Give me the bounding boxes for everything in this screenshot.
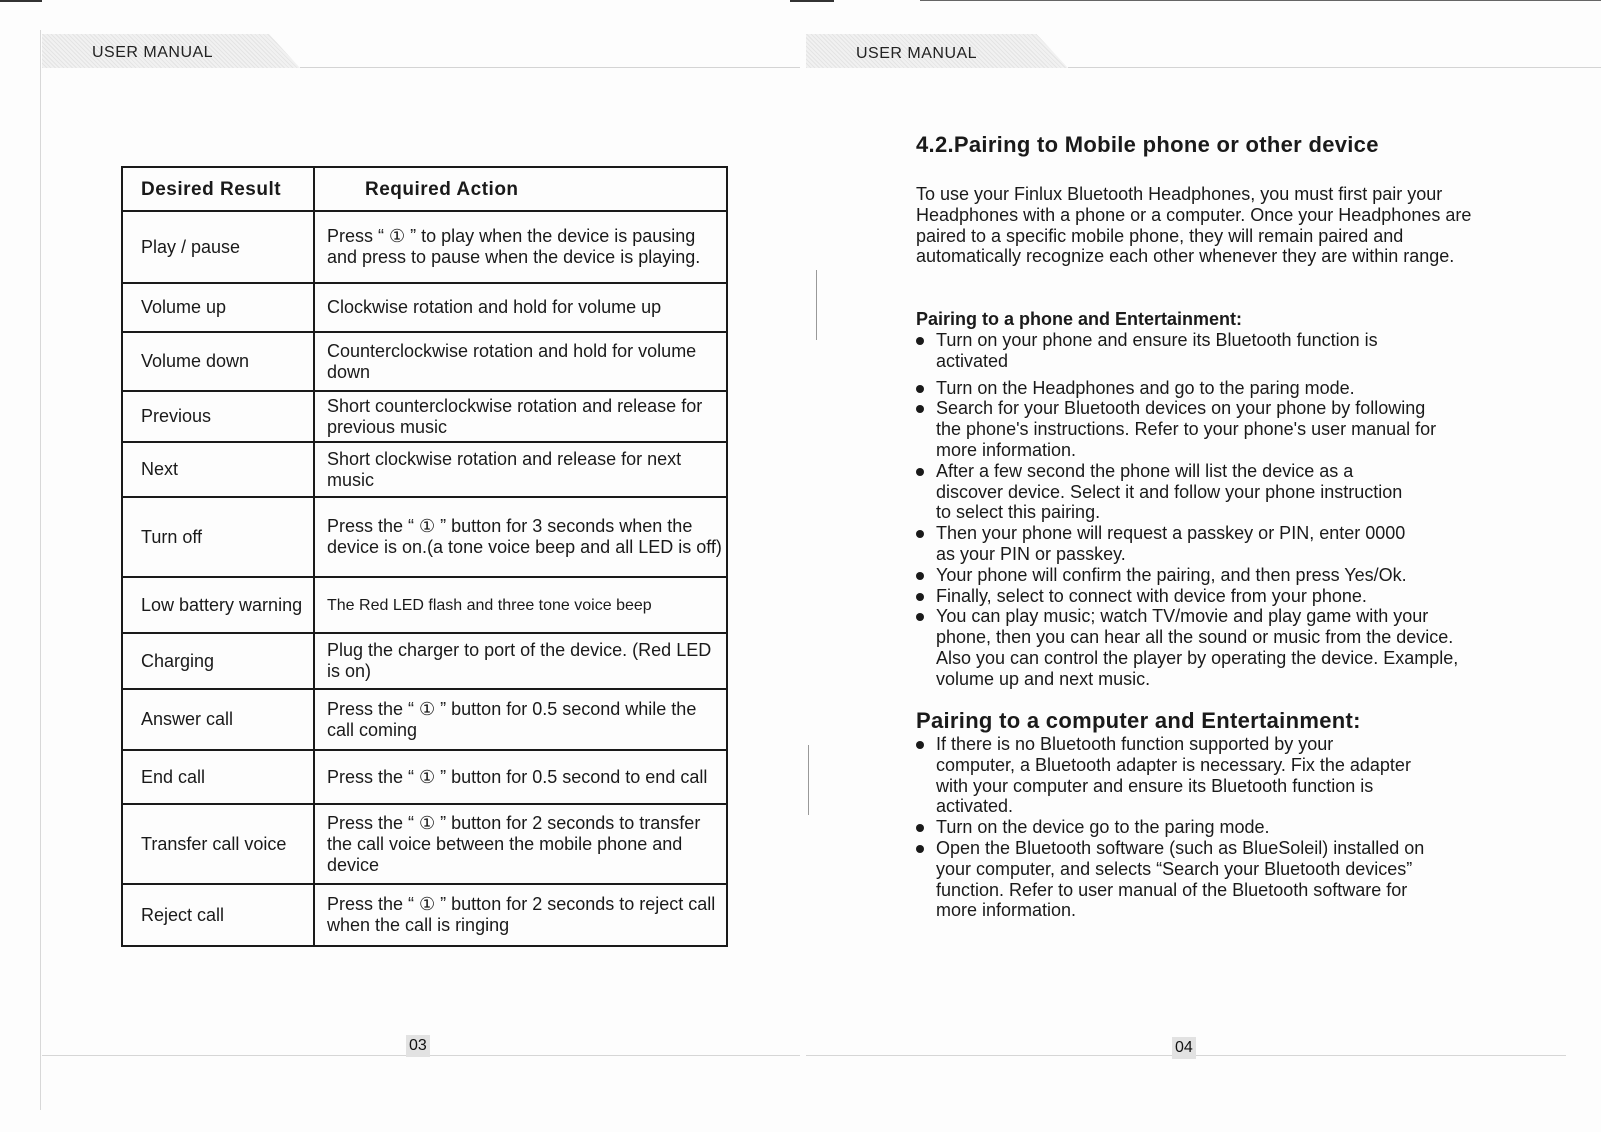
desired-result: Turn off — [122, 497, 314, 577]
table-row — [122, 577, 727, 633]
desired-result: Volume up — [122, 283, 314, 332]
list-item: Turn on the device go to the paring mode. — [916, 817, 1436, 838]
list-item: Open the Bluetooth software (such as BlueSoleil) installed on your computer, and selects “Search your Bluetooth devices” function. Refer to user manual of the Bluetooth software for more information. — [916, 838, 1441, 921]
desired-result: Reject call — [122, 884, 314, 946]
computer-pairing-title: Pairing to a computer and Entertainment: — [916, 708, 1361, 733]
table-row — [122, 633, 727, 689]
table-row — [122, 283, 727, 332]
table-row — [122, 750, 727, 804]
desired-result: Volume down — [122, 332, 314, 391]
required-action: The Red LED flash and three tone voice beep — [314, 577, 727, 633]
list-item: Finally, select to connect with device from your phone. — [916, 586, 1476, 607]
table-row — [122, 332, 727, 391]
column-header-action: Required Action — [314, 167, 727, 211]
table-row — [122, 689, 727, 750]
phone-pairing-list — [916, 330, 1476, 690]
table-row — [122, 391, 727, 442]
left-header-label: USER MANUAL — [92, 44, 214, 61]
desired-result: Previous — [122, 391, 314, 442]
required-action: Short counterclockwise rotation and release for previous music — [314, 391, 727, 442]
scan-top-edge — [0, 0, 1601, 2]
list-item: Search for your Bluetooth devices on your phone by following the phone's instructions. Refer to your phone's user manual for more information. — [916, 398, 1446, 460]
required-action: Plug the charger to port of the device. (Red LED is on) — [314, 633, 727, 689]
required-action: Clockwise rotation and hold for volume up — [314, 283, 727, 332]
desired-result: Charging — [122, 633, 314, 689]
list-item: Turn on the Headphones and go to the paring mode. — [916, 378, 1476, 399]
list-item: If there is no Bluetooth function supported by your computer, a Bluetooth adapter is necessary. Fix the adapter with your computer and ensure its Bluetooth function is activated. — [916, 734, 1411, 817]
section-title: 4.2.Pairing to Mobile phone or other device — [916, 132, 1379, 157]
phone-pairing-title: Pairing to a phone and Entertainment: — [916, 309, 1243, 329]
list-item: After a few second the phone will list the device as a discover device. Select it and follow your phone instruction to select this pairing. — [916, 461, 1411, 523]
required-action: Press the “ ① ” button for 3 seconds when the device is on.(a tone voice beep and all LED is off) — [314, 497, 727, 577]
required-action: Press “ ① ” to play when the device is pausing and press to pause when the device is playing. — [314, 211, 727, 283]
list-item: Then your phone will request a passkey or PIN, enter 0000 as your PIN or passkey. — [916, 523, 1421, 565]
gutter-mark — [808, 745, 809, 815]
list-item: Your phone will confirm the pairing, and then press Yes/Ok. — [916, 565, 1476, 586]
table-row — [122, 804, 727, 884]
desired-result: Answer call — [122, 689, 314, 750]
required-action: Press the “ ① ” button for 0.5 second while the call coming — [314, 689, 727, 750]
computer-pairing-list — [916, 734, 1436, 921]
desired-result: End call — [122, 750, 314, 804]
column-header-result: Desired Result — [122, 167, 314, 211]
page-edge — [40, 30, 41, 1110]
gutter-mark — [816, 270, 817, 340]
list-item: Turn on your phone and ensure its Bluetooth function is activated — [916, 330, 1416, 372]
table-row — [122, 211, 727, 283]
table-row — [122, 442, 727, 497]
desired-result: Transfer call voice — [122, 804, 314, 884]
list-item: You can play music; watch TV/movie and play game with your phone, then you can hear all the sound or music from the device. Also you can control the player by operating the device. Example, volume up and next music. — [916, 606, 1466, 689]
desired-result: Play / pause — [122, 211, 314, 283]
required-action: Counterclockwise rotation and hold for volume down — [314, 332, 727, 391]
table-row — [122, 884, 727, 946]
desired-result: Low battery warning — [122, 577, 314, 633]
table-row — [122, 497, 727, 577]
table-header-row — [122, 167, 727, 211]
right-header-label: USER MANUAL — [856, 45, 978, 62]
required-action: Press the “ ① ” button for 2 seconds to reject call when the call is ringing — [314, 884, 727, 946]
page-number-right: 04 — [1172, 1037, 1196, 1059]
intro-paragraph: To use your Finlux Bluetooth Headphones, you must first pair your Headphones with a phone or a computer. Once your Headphones are paired to a specific mobile phone, they will remain paired and automatically recognize each other whenever they are within range. — [916, 184, 1472, 267]
desired-result: Next — [122, 442, 314, 497]
function-table — [121, 166, 728, 947]
required-action: Press the “ ① ” button for 2 seconds to transfer the call voice between the mobile phone and device — [314, 804, 727, 884]
page-number-left: 03 — [406, 1035, 430, 1057]
required-action: Press the “ ① ” button for 0.5 second to end call — [314, 750, 727, 804]
required-action: Short clockwise rotation and release for next music — [314, 442, 727, 497]
